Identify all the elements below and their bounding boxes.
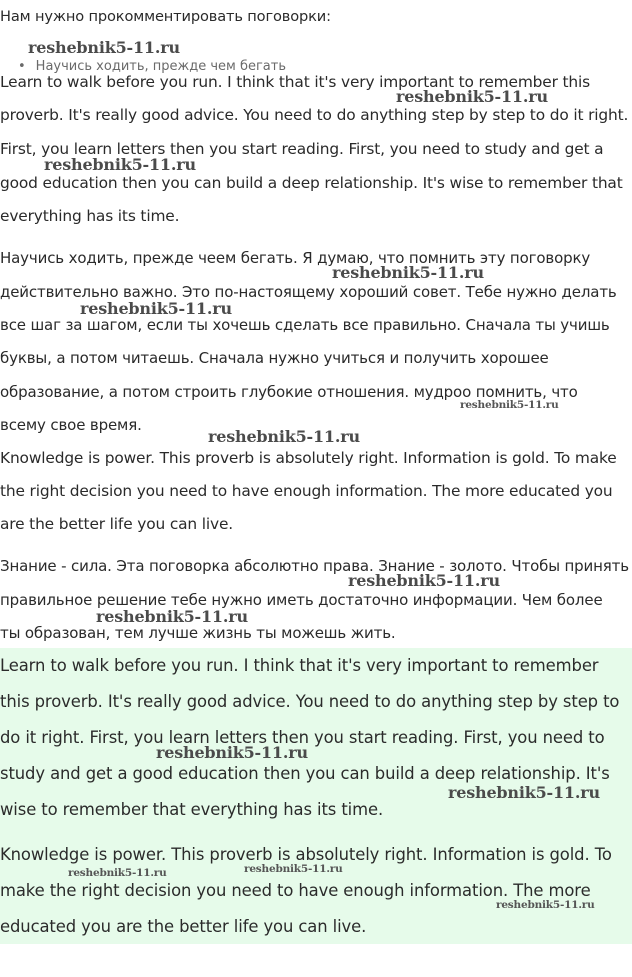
text-line: всему свое время. <box>0 416 142 434</box>
watermark: reshebnik5-11.ru <box>348 571 500 590</box>
text-line: everything has its time. <box>0 207 180 225</box>
text-line: this proverb. It's really good advice. You need to do anything step by step to <box>0 692 620 711</box>
watermark: reshebnik5-11.ru <box>208 427 360 446</box>
text-line: the right decision you need to have enough information. The more educated you <box>0 482 613 500</box>
text-line: Learn to walk before you run. I think that it's very important to remember this <box>0 73 591 91</box>
watermark: reshebnik5-11.ru <box>80 299 232 318</box>
text-line: буквы, а потом читаешь. Сначала нужно учиться и получить хорошее <box>0 349 549 367</box>
watermark: reshebnik5-11.ru <box>244 863 343 875</box>
text-line: Learn to walk before you run. I think that it's very important to remember <box>0 656 599 675</box>
text-line: правильное решение тебе нужно иметь достаточно информации. Чем более <box>0 591 603 609</box>
text-line: educated you are the better life you can live. <box>0 917 367 936</box>
watermark: reshebnik5-11.ru <box>396 87 548 106</box>
text-line: образование, а потом строить глубокие отношения. мудроо помнить, что <box>0 383 578 401</box>
watermark: reshebnik5-11.ru <box>96 607 248 626</box>
text-line: все шаг за шагом, если ты хочешь сделать все правильно. Сначала ты учишь <box>0 316 610 334</box>
text-line: Научись ходить, прежде чеем бегать. Я думаю, что помнить эту поговорку <box>0 249 591 267</box>
text-line: good education then you can build a deep relationship. It's wise to remember that <box>0 174 623 192</box>
watermark: reshebnik5-11.ru <box>448 783 600 802</box>
text-line: make the right decision you need to have enough information. The more <box>0 881 591 900</box>
text-line: proverb. It's really good advice. You need to do anything step by step to do it right. <box>0 106 629 124</box>
watermark: reshebnik5-11.ru <box>156 743 308 762</box>
watermark: reshebnik5-11.ru <box>44 155 196 174</box>
watermark: reshebnik5-11.ru <box>28 38 180 57</box>
faint-bullet-text: Научись ходить, прежде чем бегать <box>35 59 287 74</box>
text-line: do it right. First, you learn letters then you start reading. First, you need to <box>0 728 605 747</box>
watermark: reshebnik5-11.ru <box>68 867 167 879</box>
intro-text: Нам нужно прокомментировать поговорки: <box>0 8 331 25</box>
text-line: Knowledge is power. This proverb is absolutely right. Information is gold. To <box>0 845 612 864</box>
text-line: действительно важно. Это по-настоящему хороший совет. Тебе нужно делать <box>0 283 617 301</box>
text-line: study and get a good education then you can build a deep relationship. It's <box>0 764 610 783</box>
bullet-dot-icon: • <box>18 59 26 74</box>
text-line: ты образован, тем лучше жизнь ты можешь жить. <box>0 624 396 642</box>
watermark: reshebnik5-11.ru <box>496 899 595 911</box>
text-line: First, you learn letters then you start reading. First, you need to study and get a <box>0 140 604 158</box>
text-line: are the better life you can live. <box>0 515 234 533</box>
text-line: Knowledge is power. This proverb is absolutely right. Information is gold. To make <box>0 449 617 467</box>
watermark: reshebnik5-11.ru <box>332 263 484 282</box>
text-line: Знание - сила. Эта поговорка абсолютно права. Знание - золото. Чтобы принять <box>0 557 629 575</box>
watermark: reshebnik5-11.ru <box>460 399 559 411</box>
text-line: wise to remember that everything has its time. <box>0 800 384 819</box>
